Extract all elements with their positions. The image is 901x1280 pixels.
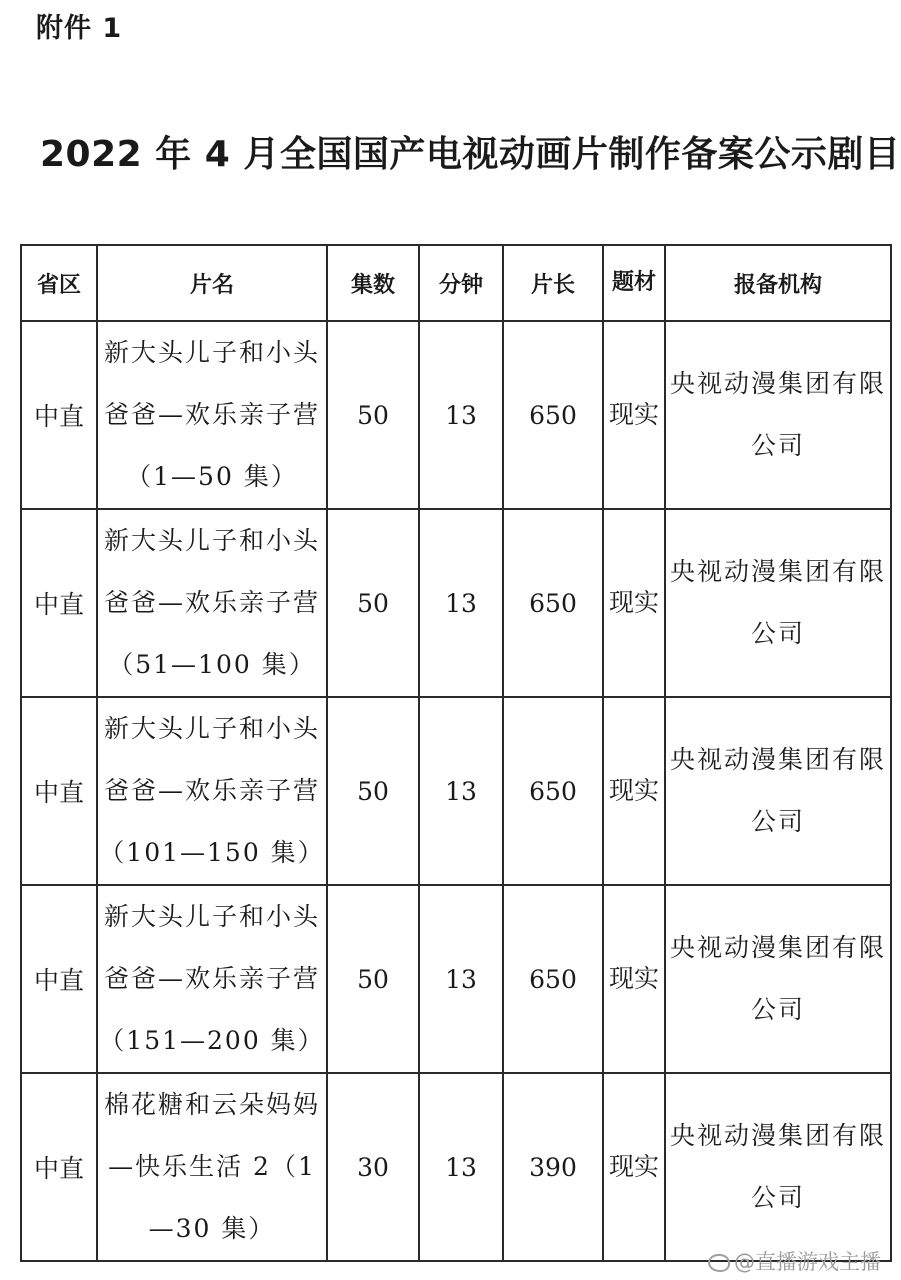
cell-length: 650 xyxy=(503,509,603,697)
header-length: 片长 xyxy=(503,245,603,321)
header-minutes: 分钟 xyxy=(419,245,503,321)
table-row xyxy=(21,697,891,885)
attachment-label: 附件 1 xyxy=(36,13,123,44)
cell-episodes: 50 xyxy=(327,885,419,1073)
header-name: 片名 xyxy=(97,245,327,321)
header-org: 报备机构 xyxy=(665,245,891,321)
cell-org: 央视动漫集团有限公司 xyxy=(665,697,891,885)
header-province: 省区 xyxy=(21,245,97,321)
cell-genre: 现实 xyxy=(603,885,665,1073)
cell-minutes: 13 xyxy=(419,509,503,697)
cell-org: 央视动漫集团有限公司 xyxy=(665,1073,891,1261)
cell-genre: 现实 xyxy=(603,321,665,509)
cell-minutes: 13 xyxy=(419,697,503,885)
cell-minutes: 13 xyxy=(419,1073,503,1261)
watermark xyxy=(708,1246,881,1276)
cell-length: 390 xyxy=(503,1073,603,1261)
cell-name: 新大头儿子和小头爸爸—欢乐亲子营（51—100 集） xyxy=(97,509,327,697)
table-row xyxy=(21,1073,891,1261)
cell-province: 中直 xyxy=(21,885,97,1073)
cell-province: 中直 xyxy=(21,1073,97,1261)
header-genre: 题材 xyxy=(603,245,665,321)
cell-org: 央视动漫集团有限公司 xyxy=(665,509,891,697)
cell-genre: 现实 xyxy=(603,509,665,697)
cell-minutes: 13 xyxy=(419,321,503,509)
table-row xyxy=(21,321,891,509)
cell-org: 央视动漫集团有限公司 xyxy=(665,885,891,1073)
cell-episodes: 50 xyxy=(327,509,419,697)
header-episodes: 集数 xyxy=(327,245,419,321)
cell-episodes: 50 xyxy=(327,321,419,509)
cell-minutes: 13 xyxy=(419,885,503,1073)
cell-province: 中直 xyxy=(21,697,97,885)
cell-genre: 现实 xyxy=(603,1073,665,1261)
cell-org: 央视动漫集团有限公司 xyxy=(665,321,891,509)
watermark-text: @直播游戏主播 xyxy=(734,1250,881,1274)
cell-episodes: 30 xyxy=(327,1073,419,1261)
cell-length: 650 xyxy=(503,885,603,1073)
cell-name: 棉花糖和云朵妈妈—快乐生活 2（1—30 集） xyxy=(97,1073,327,1261)
cell-province: 中直 xyxy=(21,321,97,509)
cell-length: 650 xyxy=(503,697,603,885)
cell-name: 新大头儿子和小头爸爸—欢乐亲子营（151—200 集） xyxy=(97,885,327,1073)
filing-table xyxy=(20,244,892,1262)
cell-province: 中直 xyxy=(21,509,97,697)
cell-genre: 现实 xyxy=(603,697,665,885)
table-header-row xyxy=(21,245,891,321)
table-row xyxy=(21,509,891,697)
cell-episodes: 50 xyxy=(327,697,419,885)
cell-name: 新大头儿子和小头爸爸—欢乐亲子营（101—150 集） xyxy=(97,697,327,885)
cell-name: 新大头儿子和小头爸爸—欢乐亲子营（1—50 集） xyxy=(97,321,327,509)
cell-length: 650 xyxy=(503,321,603,509)
document-title: 2022 年 4 月全国国产电视动画片制作备案公示剧目 xyxy=(40,134,901,175)
weibo-icon xyxy=(708,1254,730,1272)
table-row xyxy=(21,885,891,1073)
